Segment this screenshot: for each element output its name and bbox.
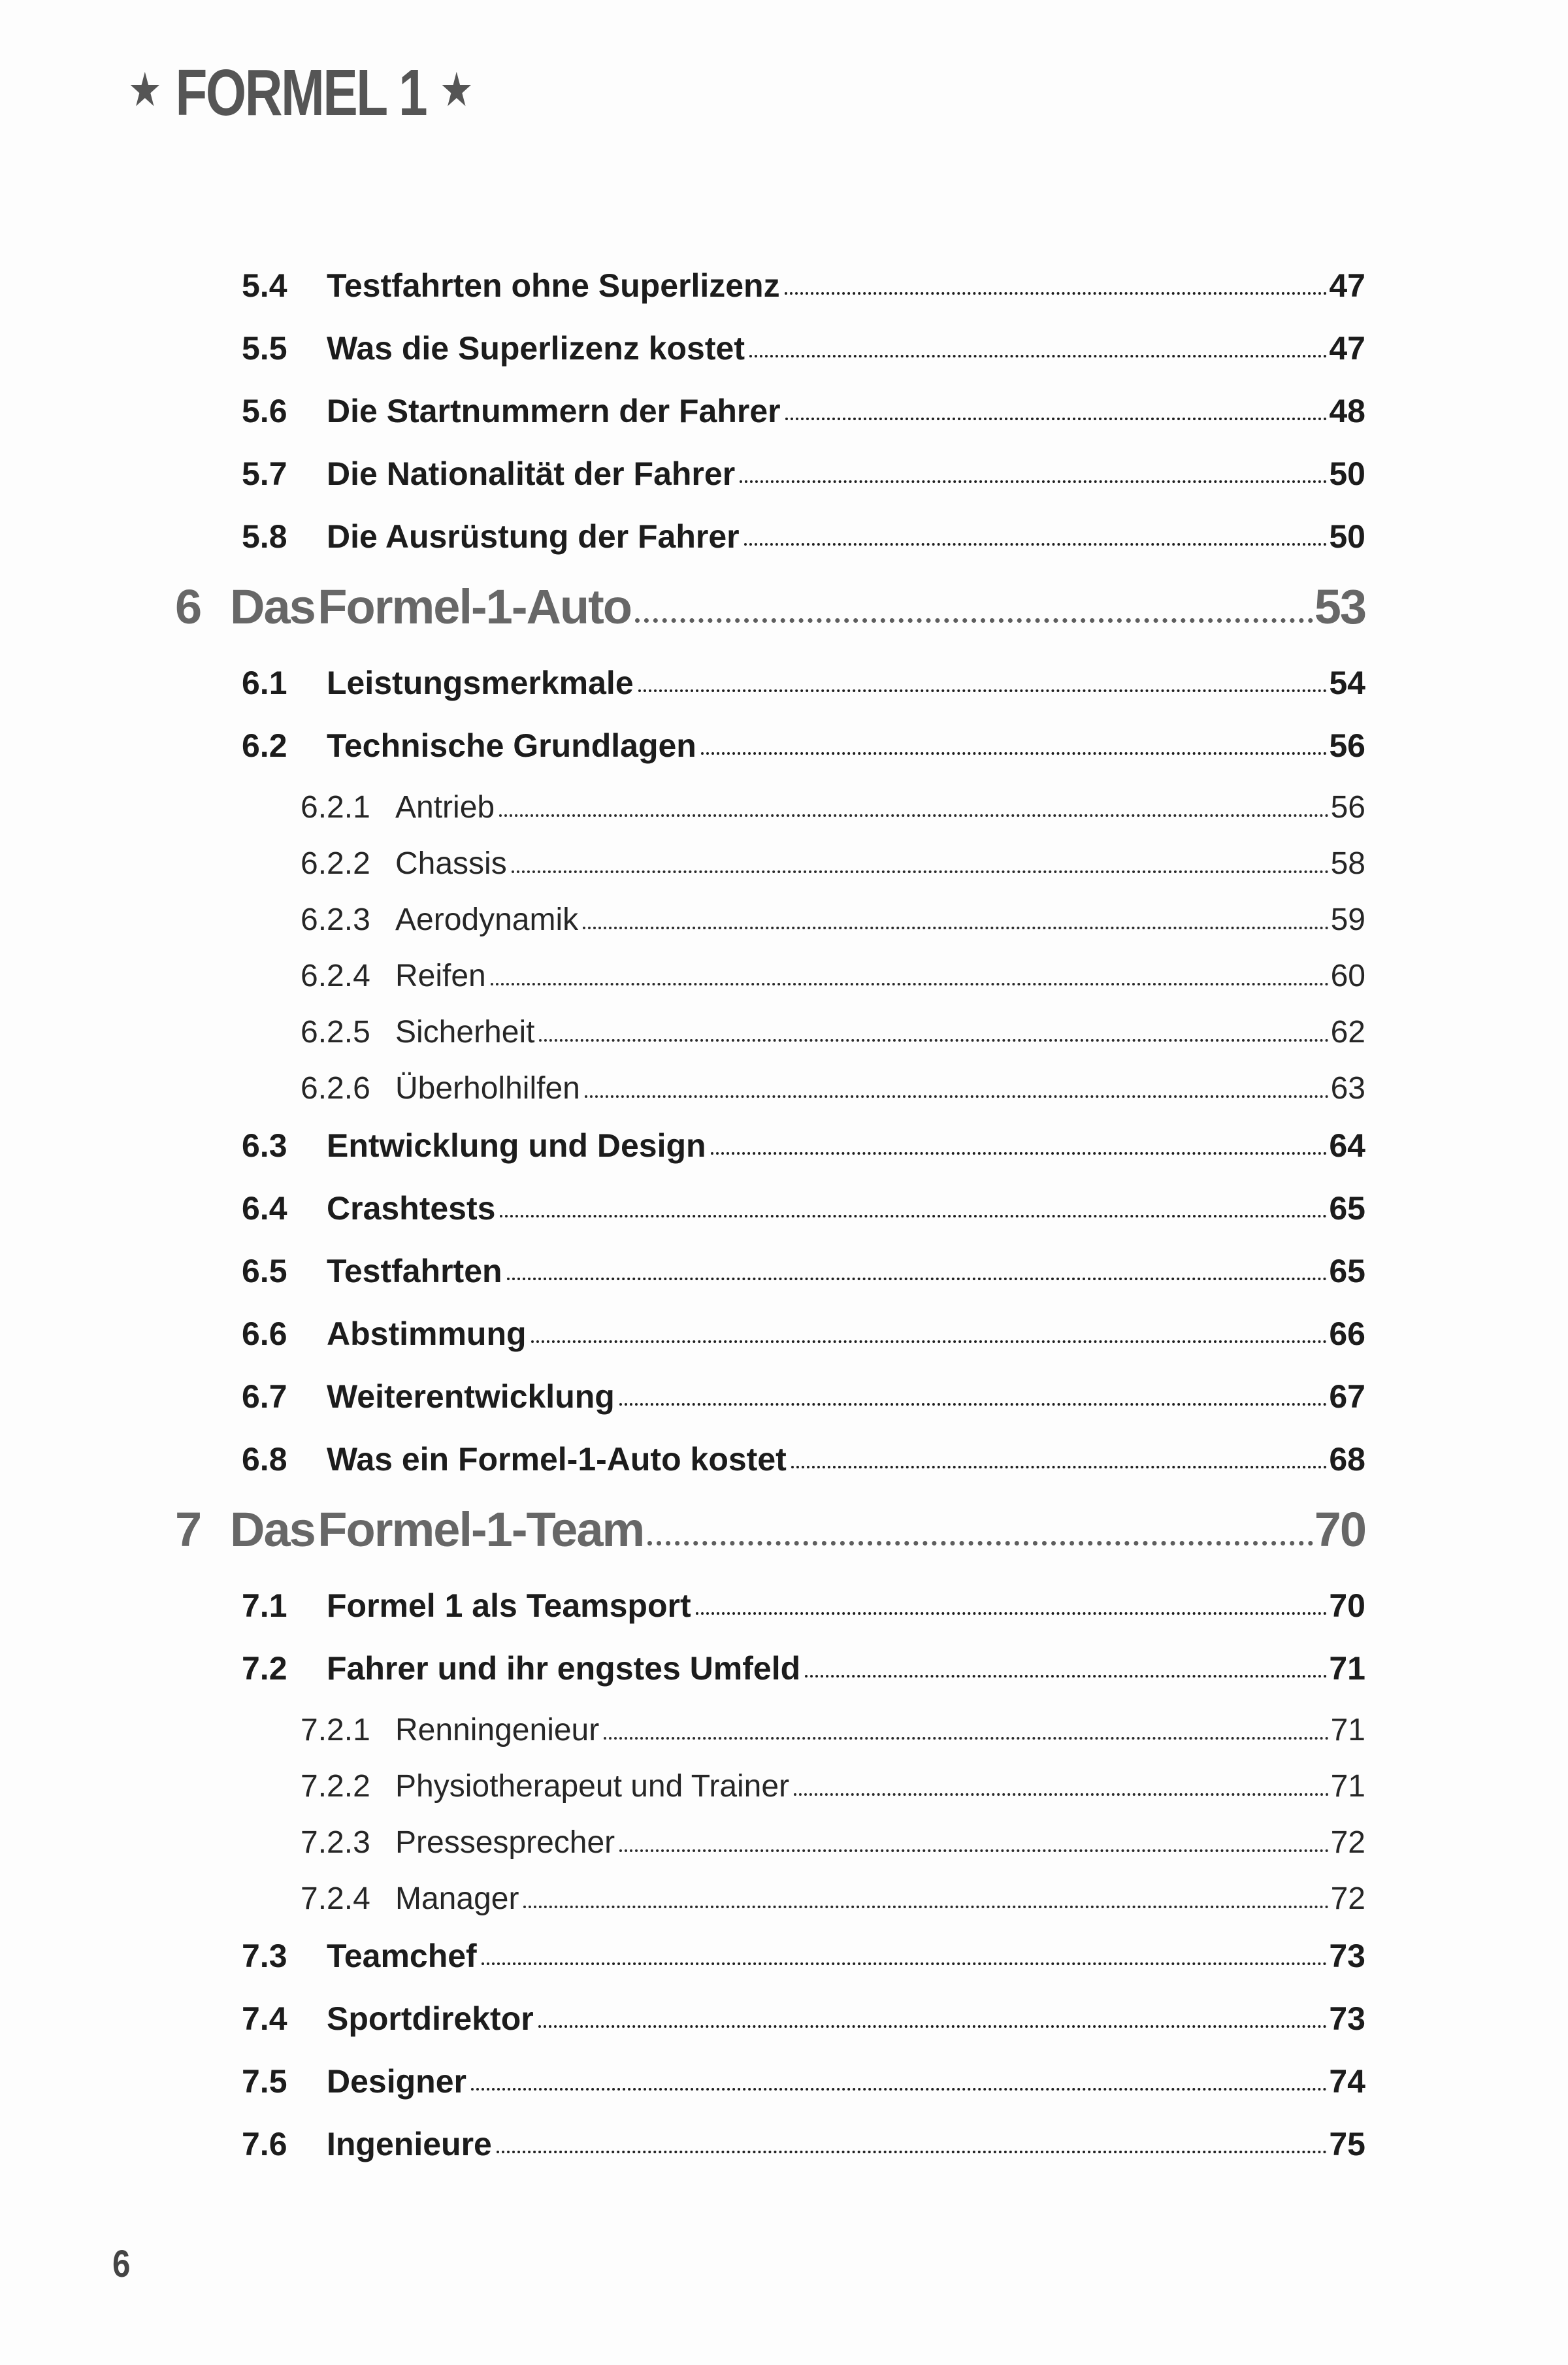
toc-entry-title: Die Ausrüstung der Fahrer [327,518,740,555]
toc-entry-row [0,1771,1568,1802]
toc-entry-page: 75 [1329,2126,1365,2162]
toc-entry-row [0,269,1568,302]
toc-entry-title: Sicherheit [395,1015,535,1050]
toc-entry-number: 6.2.2 [301,846,370,881]
dot-leader [647,1541,1313,1546]
toc-entry-page: 47 [1329,330,1365,367]
toc-entry-row [0,848,1568,880]
toc-entry-number: 5.4 [242,267,287,304]
toc-entry-number: 7.3 [242,1938,287,1974]
toc-entry-number: 6.2.4 [301,959,370,993]
toc-entry-title: Pressesprecher [395,1825,615,1860]
toc-entry-number: 6 [175,580,203,634]
toc-entry-number: 6.2.3 [301,902,370,937]
dot-leader [701,752,1328,755]
star-left-icon: ★ [128,64,162,116]
toc-entry-title: Aerodynamik [395,902,579,937]
dot-leader [512,870,1329,873]
toc-entry-page: 48 [1329,393,1365,429]
toc-entry-number: 7.2.3 [301,1825,370,1860]
dot-leader [744,543,1328,546]
toc-entry-page: 68 [1329,1441,1365,1478]
toc-entry-row [0,961,1568,992]
toc-entry-row [0,729,1568,762]
toc-entry-page: 66 [1329,1315,1365,1352]
dot-leader [499,814,1329,817]
toc-entry-number: 5.6 [242,393,287,429]
toc-entry-row [0,1129,1568,1162]
toc-entry-number: 6.3 [242,1127,287,1164]
toc-chapter-row [0,580,1568,634]
toc-entry-title: Abstimmung [327,1315,527,1352]
toc-entry-row [0,395,1568,427]
dot-leader [585,1095,1329,1098]
logo-title: FORMEL 1 [175,56,427,129]
dot-leader [635,618,1313,623]
star-right-icon: ★ [440,64,474,116]
dot-leader [523,1906,1328,1908]
toc-entry-number: 6.7 [242,1378,287,1415]
toc-entry-title: Formel 1 als Teamsport [327,1587,691,1624]
toc-entry-page: 64 [1329,1127,1365,1164]
dot-leader [538,2025,1328,2028]
toc-entry-page: 59 [1330,902,1365,937]
toc-entry-title: Was ein Formel-1-Auto kostet [327,1441,787,1478]
toc-chapter-row [0,1502,1568,1557]
toc-entry-title: Testfahrten [327,1253,502,1289]
toc-entry-number: 7.1 [242,1587,287,1624]
toc-entry-row [0,1017,1568,1048]
toc-entry-row [0,904,1568,936]
toc-entry-row [0,520,1568,553]
toc-entry-number: 6.2.6 [301,1071,370,1106]
dot-leader [749,355,1327,357]
toc-entry-row [0,1940,1568,1972]
toc-entry-page: 63 [1330,1071,1365,1106]
toc-entry-page: 72 [1330,1881,1365,1916]
toc-entry-title: Designer [327,2063,466,2100]
toc-entry-number: 7.2.1 [301,1713,370,1747]
toc-entry-page: 65 [1329,1190,1365,1227]
toc-entry-number: 6.4 [242,1190,287,1227]
dot-leader [539,1039,1328,1042]
toc-entry-number: 6.8 [242,1441,287,1478]
toc-entry-row [0,332,1568,365]
toc-entry-number: 7.4 [242,2000,287,2037]
formel-1-logo [128,56,474,129]
toc-entry-title: Antrieb [395,790,495,825]
toc-entry-page: 72 [1330,1825,1365,1860]
toc-entry-page: 56 [1329,727,1365,764]
toc-entry-row [0,2128,1568,2160]
toc-entry-page: 73 [1329,2000,1365,2037]
toc-entry-row [0,1827,1568,1859]
toc-list [0,269,1568,2191]
toc-entry-number: 5.7 [242,455,287,492]
dot-leader [619,1403,1328,1406]
toc-entry-page: 50 [1329,518,1365,555]
toc-entry-number: 7.2.4 [301,1881,370,1916]
toc-entry-title: Fahrer und ihr engstes Umfeld [327,1650,801,1687]
toc-entry-title: Reifen [395,959,486,993]
toc-entry-number: 7.2 [242,1650,287,1687]
dot-leader [638,689,1328,692]
dot-leader [491,983,1329,985]
toc-entry-title: Überholhilfen [395,1071,580,1106]
dot-leader [583,927,1328,929]
toc-entry-page: 54 [1329,665,1365,701]
toc-entry-number: 7.6 [242,2126,287,2162]
toc-entry-number: 6.5 [242,1253,287,1289]
toc-entry-title: Was die Superlizenz kostet [327,330,745,367]
toc-entry-title: Ingenieure [327,2126,492,2162]
toc-entry-page: 50 [1329,455,1365,492]
dot-leader [785,418,1328,420]
dot-leader [791,1466,1328,1468]
toc-entry-row [0,1589,1568,1622]
toc-entry-page: 71 [1329,1650,1365,1687]
dot-leader [805,1675,1327,1678]
toc-entry-title: Die Startnummern der Fahrer [327,393,781,429]
toc-entry-title: Entwicklung und Design [327,1127,706,1164]
toc-entry-title: Das Formel-1-Team [230,1502,644,1557]
toc-entry-number: 6.1 [242,665,287,701]
toc-entry-number: 5.5 [242,330,287,367]
dot-leader [604,1737,1328,1740]
toc-entry-title: Technische Grundlagen [327,727,696,764]
toc-entry-row [0,1317,1568,1350]
dot-leader [497,2151,1328,2153]
toc-entry-number: 6.2 [242,727,287,764]
dot-leader [507,1278,1328,1280]
dot-leader [696,1612,1328,1615]
toc-entry-title: Sportdirektor [327,2000,534,2037]
toc-entry-page: 67 [1329,1378,1365,1415]
toc-entry-page: 73 [1329,1938,1365,1974]
toc-entry-title: Teamchef [327,1938,477,1974]
toc-entry-row [0,1073,1568,1104]
page-number: 6 [112,2243,131,2285]
toc-entry-title: Chassis [395,846,507,881]
toc-entry-page: 56 [1330,790,1365,825]
dot-leader [711,1152,1328,1155]
toc-entry-title: Crashtests [327,1190,496,1227]
dot-leader [740,480,1327,483]
dot-leader [619,1849,1328,1852]
dot-leader [482,1962,1328,1965]
dot-leader [794,1793,1329,1796]
toc-entry-page: 65 [1329,1253,1365,1289]
toc-entry-row [0,792,1568,823]
toc-entry-page: 71 [1330,1769,1365,1804]
toc-entry-page: 53 [1314,580,1365,634]
dot-leader [785,292,1328,295]
toc-entry-number: 6.2.1 [301,790,370,825]
toc-entry-row [0,1255,1568,1287]
toc-entry-page: 60 [1330,959,1365,993]
toc-entry-page: 71 [1330,1713,1365,1747]
toc-entry-row [0,1443,1568,1476]
toc-entry-title: Physiotherapeut und Trainer [395,1769,790,1804]
toc-entry-number: 5.8 [242,518,287,555]
toc-entry-page: 70 [1314,1502,1365,1557]
toc-entry-row [0,457,1568,490]
dot-leader [500,1215,1327,1217]
toc-entry-page: 74 [1329,2063,1365,2100]
toc-entry-row [0,2002,1568,2035]
toc-entry-number: 7.5 [242,2063,287,2100]
toc-entry-title: Leistungsmerkmale [327,665,634,701]
toc-entry-number: 7 [175,1502,203,1557]
dot-leader [531,1340,1328,1343]
toc-entry-row [0,1715,1568,1746]
toc-entry-page: 62 [1330,1015,1365,1050]
toc-entry-number: 7.2.2 [301,1769,370,1804]
toc-entry-page: 70 [1329,1587,1365,1624]
toc-entry-title: Renningenieur [395,1713,600,1747]
toc-entry-row [0,1652,1568,1685]
toc-entry-title: Weiterentwicklung [327,1378,615,1415]
toc-entry-number: 6.6 [242,1315,287,1352]
toc-entry-row [0,1883,1568,1915]
toc-entry-title: Manager [395,1881,519,1916]
toc-entry-title: Das Formel-1-Auto [230,580,631,634]
toc-entry-title: Testfahrten ohne Superlizenz [327,267,780,304]
toc-entry-title: Die Nationalität der Fahrer [327,455,736,492]
toc-entry-page: 47 [1329,267,1365,304]
dot-leader [471,2088,1327,2091]
toc-entry-number: 6.2.5 [301,1015,370,1050]
toc-entry-row [0,1192,1568,1225]
toc-entry-row [0,1380,1568,1413]
toc-entry-page: 58 [1330,846,1365,881]
toc-entry-row [0,2065,1568,2098]
toc-entry-row [0,667,1568,699]
